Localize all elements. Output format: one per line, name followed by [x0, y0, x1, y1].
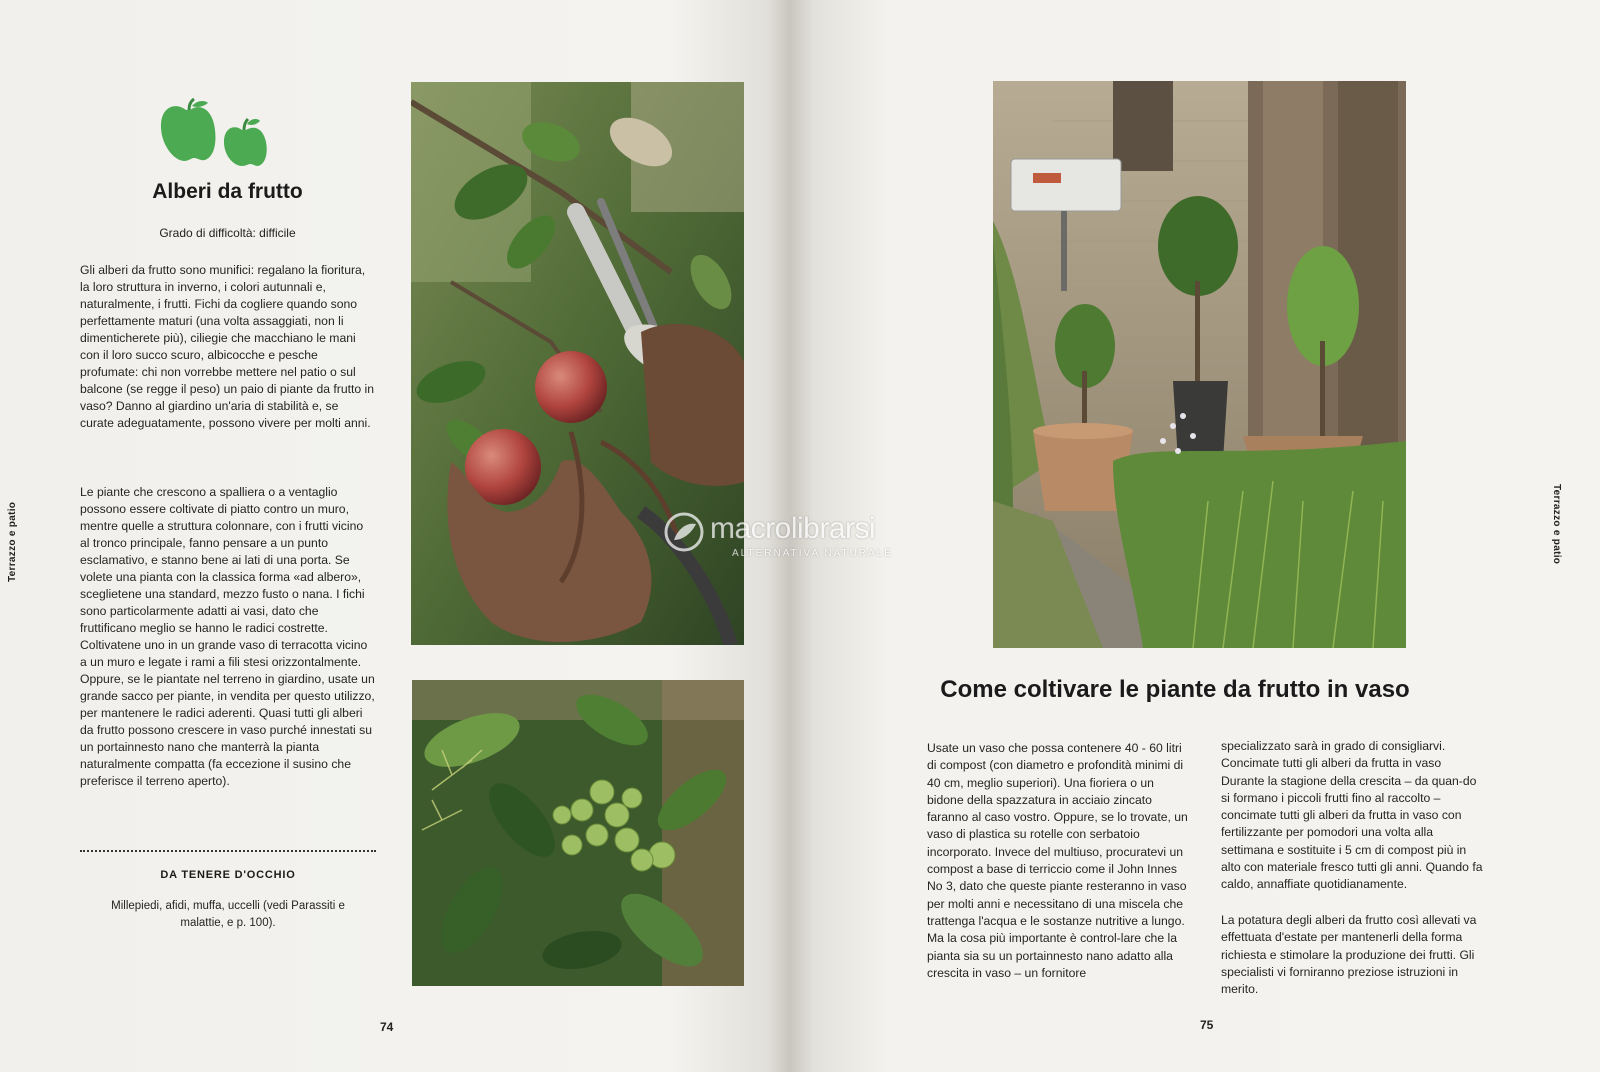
left-page — [0, 0, 790, 1072]
watermark-name: macrolibrarsi — [710, 512, 876, 545]
intro-paragraph: Gli alberi da frutto sono munifici: regalano la fioritura, la loro struttura in inverno, i colori autunnali e, naturalmente, i frutti. Fichi da cogliere quando sono perfettamente maturi (una volta assaggiati, non li dimenticherete più), ciliegie che macchiano le mani con il loro succo scuro, albicocche e pesche profumate: chi non vorrebbe mettere nel patio o sul balcone (se regge il peso) un paio di piante da frutto in vaso? Danno al giardino un'aria di stabilità e, se curate adeguatamente, possono vivere per molti anni. — [80, 263, 375, 430]
section-heading: Come coltivare le piante da frutto in vaso — [940, 676, 1410, 703]
side-label-left: Terrazzo e patio — [7, 501, 18, 582]
column-left-text: Usate un vaso che possa contenere 40 - 60 litri di compost (con diametro e profondità minimi di 40 cm, meglio superiori). Una fioriera o un bidone della spazzatura in acciaio zincato faranno al caso vostro. Oppure, se lo trovate, un vaso di plastica su rotelle con serbatoio incorporato. Invece del multiuso, procuratevi un compost a base di terriccio come il John Innes No 3, dato che queste piante resteranno in vaso per molti anni e necessitano di una miscela che trattenga l'acqua e le sostanze nutritive a lungo. Ma la cosa più importante è control-lare che la pianta sia su un portainnesto nano adatto alla crescita in vaso – un fornitore — [927, 741, 1188, 980]
photo-potted-fruit-trees-patio — [993, 81, 1406, 648]
side-label-right: Terrazzo e patio — [1551, 484, 1562, 565]
body-paragraph: Le piante che crescono a spalliera o a ventaglio possono essere coltivate di piatto contro un muro, mentre quelle a struttura colonnare, con i frutti vicino al tronco principale, fanno pensare a un punto esclamativo, e stanno bene ai lati di una porta. Se volete una pianta con la classica forma «ad albero», sceglietene una standard, mezzo fusto o nana. I fichi sono particolarmente adatti ai vasi, dato che fruttificano meglio se hanno le radici costrette. Coltivatene uno in un grande vaso di terracotta vicino a un muro e legate i rami a fili stesi orizzontalmente. Oppure, se le piantate nel terreno in giardino, usate un grande sacco per piante, in vendita per questo utilizzo, per mantenere le radici aderenti. Quasi tutti gli alberi da frutto possono crescere in vaso purché innestati su un portainnesto nano che manterrà la pianta naturalmente compatta (fa eccezione il susino che preferisce il terreno aperto). — [80, 485, 375, 788]
column-right-text: specializzato sarà in grado di consigliarvi. Concimate tutti gli alberi da frutta in vaso Durante la stagione della crescita – da quan-do si formano i piccoli frutti fino al raccolto – concimate tutti gli alberi da frutta in vaso con fertilizzante per pomodori una volta alla settimana e sostituite i 5 cm di compost più in alto con materiale fresco tutti gli anni. Quando fa caldo, annaffiate quotidianamente. — [1221, 739, 1483, 892]
right-page — [790, 0, 1600, 1072]
watch-box-title: DA TENERE D'OCCHIO — [160, 869, 296, 881]
dotted-divider — [80, 850, 376, 852]
photo-hands-picking-apples — [411, 82, 744, 645]
page-number-left: 74 — [380, 1020, 394, 1034]
section-title: Alberi da frutto — [152, 180, 303, 203]
column-right-paragraph: La potatura degli alberi da frutto così allevati va effettuata d'estate per mantenerli della forma richiesta e stimolare la produzione dei frutti. Gli specialisti vi forniranno preziose istruzioni in merito. — [1221, 913, 1477, 997]
watch-box-text: Millepiedi, afidi, muffa, uccelli (vedi Parassiti e malattie, e p. 100). — [111, 900, 345, 929]
page-number-right: 75 — [1200, 1018, 1214, 1032]
difficulty-label: Grado di difficoltà: difficile — [159, 226, 296, 240]
photo-small-green-apples — [412, 680, 744, 986]
green-apples-icon — [160, 98, 272, 170]
watermark-tagline: ALTERNATIVA NATURALE — [732, 548, 893, 559]
